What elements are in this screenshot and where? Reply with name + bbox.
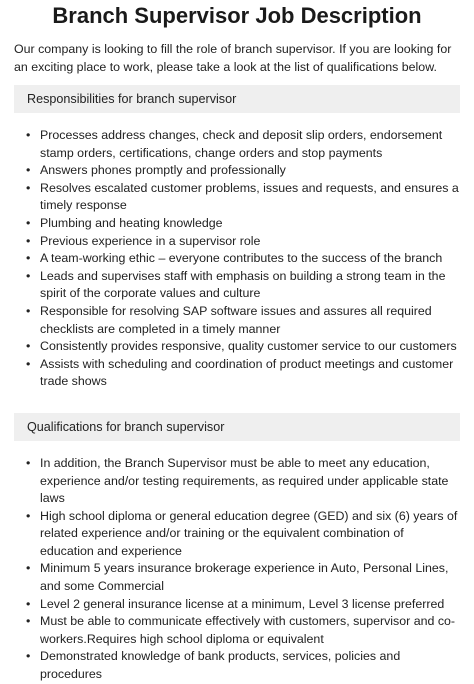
- bullet-icon: •: [26, 215, 31, 230]
- list-item-text: Level 2 general insurance license at a minimum, Level 3 license preferred: [40, 596, 445, 611]
- list-item-text: Assists with scheduling and coordination of product meetings and customer trade shows: [40, 356, 454, 389]
- bullet-icon: •: [26, 128, 31, 142]
- list-item: [26, 303, 460, 338]
- bullet-icon: •: [26, 180, 31, 195]
- bullet-icon: •: [26, 163, 31, 178]
- list-item: [26, 508, 460, 561]
- list-item-text: Must be able to communicate effectively with customers, supervisor and co-workers.Requires high school diploma or equivalent: [40, 614, 456, 646]
- list-item-text: Minimum 5 years insurance brokerage experience in Auto, Personal Lines, and some Commercial: [40, 561, 449, 594]
- list-item-text: Leads and supervises staff with emphasis on building a strong team in the spirit of the corporate values and culture: [40, 268, 446, 301]
- bullet-icon: •: [26, 649, 31, 664]
- list-item: [26, 162, 460, 180]
- bullet-icon: •: [26, 356, 31, 371]
- list-item-text: Demonstrated knowledge of bank products, services, policies and procedures: [40, 649, 401, 682]
- responsibilities-list: [14, 127, 460, 391]
- bullet-icon: •: [26, 596, 31, 611]
- list-item-text: Answers phones promptly and professionally: [40, 163, 286, 178]
- list-item: [26, 127, 460, 162]
- responsibilities-heading: Responsibilities for branch supervisor: [14, 85, 460, 113]
- list-item: [26, 215, 460, 233]
- list-item: [26, 596, 460, 614]
- list-item-text: In addition, the Branch Supervisor must be able to meet any education, experience and/or testing requirements, as required under applicable state laws: [40, 455, 449, 506]
- bullet-icon: •: [26, 233, 31, 248]
- list-item-text: Previous experience in a supervisor role: [40, 233, 261, 248]
- list-item: [26, 180, 460, 215]
- bullet-icon: •: [26, 508, 31, 523]
- list-item: [26, 338, 460, 356]
- list-item-text: Plumbing and heating knowledge: [40, 215, 223, 230]
- list-item-text: A team-working ethic – everyone contributes to the success of the branch: [40, 251, 443, 266]
- bullet-icon: •: [26, 303, 31, 318]
- list-item-text: High school diploma or general education degree (GED) and six (6) years of related experience and/or training or the equivalent combination of education and experience: [40, 508, 458, 558]
- list-item: [26, 560, 460, 595]
- list-item: [26, 455, 460, 508]
- intro-paragraph: Our company is looking to fill the role of branch supervisor. If you are looking for an exciting place to work, please take a look at the list of qualifications below.: [14, 42, 452, 74]
- list-item-text: Responsible for resolving SAP software issues and assures all required checklists are completed in a timely manner: [40, 303, 432, 336]
- list-item: [26, 233, 460, 251]
- list-item: [26, 268, 460, 303]
- qualifications-list: [14, 455, 460, 684]
- bullet-icon: •: [26, 455, 31, 470]
- bullet-icon: •: [26, 251, 31, 266]
- bullet-icon: •: [26, 561, 31, 576]
- list-item-text: Resolves escalated customer problems, issues and requests, and ensures a timely response: [40, 180, 459, 213]
- list-item-text: Processes address changes, check and deposit slip orders, endorsement stamp orders, certifications, change orders and stop payments: [40, 128, 443, 160]
- list-item: [26, 648, 460, 683]
- bullet-icon: •: [26, 339, 31, 354]
- page-title: Branch Supervisor Job Description: [52, 3, 422, 28]
- qualifications-heading: Qualifications for branch supervisor: [14, 413, 460, 441]
- list-item-text: Consistently provides responsive, quality customer service to our customers: [40, 339, 457, 354]
- list-item: [26, 613, 460, 648]
- bullet-icon: •: [26, 614, 31, 629]
- bullet-icon: •: [26, 268, 31, 283]
- list-item: [26, 250, 460, 268]
- list-item: [26, 356, 460, 391]
